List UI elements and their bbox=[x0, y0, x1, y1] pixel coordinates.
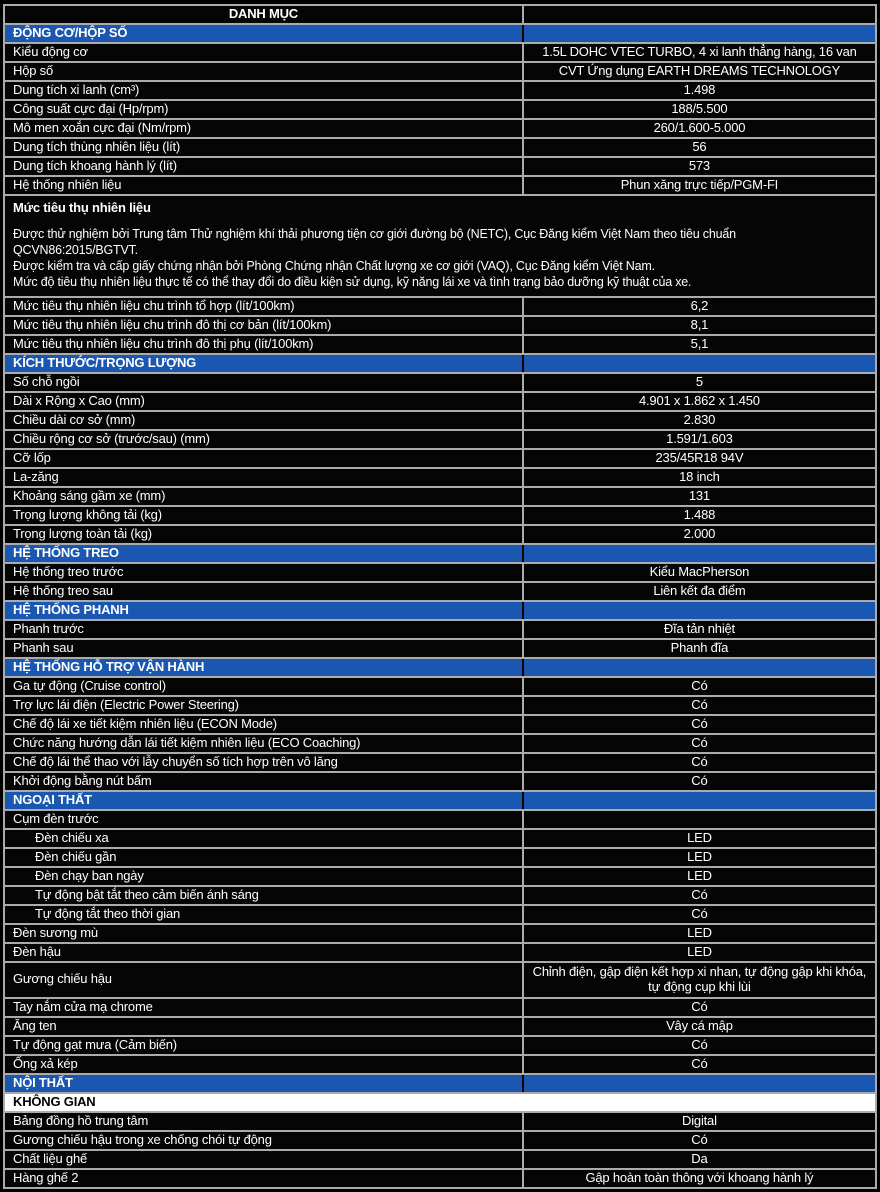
row-label: Hệ thống treo sau bbox=[4, 582, 523, 601]
row-value: Vây cá mập bbox=[523, 1017, 876, 1036]
row-label: Dung tích xi lanh (cm³) bbox=[4, 81, 523, 100]
table-row bbox=[4, 1112, 876, 1131]
table-row bbox=[4, 100, 876, 119]
row-label: Tự động gạt mưa (Cảm biến) bbox=[4, 1036, 523, 1055]
row-label: Ga tự động (Cruise control) bbox=[4, 677, 523, 696]
row-label: Cỡ lốp bbox=[4, 449, 523, 468]
table-row bbox=[4, 62, 876, 81]
column-header-row bbox=[4, 5, 876, 24]
table-row bbox=[4, 753, 876, 772]
table-row bbox=[4, 1055, 876, 1074]
table-row bbox=[4, 582, 876, 601]
row-value: 5 bbox=[523, 373, 876, 392]
row-value: Đĩa tản nhiệt bbox=[523, 620, 876, 639]
row-label: Trọng lượng không tải (kg) bbox=[4, 506, 523, 525]
row-value: 5,1 bbox=[523, 335, 876, 354]
row-value: Phun xăng trực tiếp/PGM-FI bbox=[523, 176, 876, 195]
table-row bbox=[4, 848, 876, 867]
table-row bbox=[4, 1131, 876, 1150]
row-value: LED bbox=[523, 943, 876, 962]
row-value bbox=[523, 5, 876, 24]
row-value: 1.591/1.603 bbox=[523, 430, 876, 449]
table-row bbox=[4, 335, 876, 354]
row-label: Ống xả kép bbox=[4, 1055, 523, 1074]
row-value: 573 bbox=[523, 157, 876, 176]
row-label: Bảng đồng hồ trung tâm bbox=[4, 1112, 523, 1131]
section-header-row bbox=[4, 791, 876, 810]
row-label: Đèn chiếu gần bbox=[4, 848, 523, 867]
section-header-row bbox=[4, 354, 876, 373]
row-value: Có bbox=[523, 696, 876, 715]
row-value: Có bbox=[523, 677, 876, 696]
row-value bbox=[523, 601, 876, 620]
row-value bbox=[523, 1074, 876, 1093]
row-value: 8,1 bbox=[523, 316, 876, 335]
row-label: Dài x Rộng x Cao (mm) bbox=[4, 392, 523, 411]
row-value: Digital bbox=[523, 1112, 876, 1131]
row-label: Đèn sương mù bbox=[4, 924, 523, 943]
row-value: 1.498 bbox=[523, 81, 876, 100]
table-row bbox=[4, 392, 876, 411]
table-row bbox=[4, 487, 876, 506]
table-row bbox=[4, 525, 876, 544]
table-row bbox=[4, 639, 876, 658]
row-label: Mức tiêu thụ nhiên liệu chu trình đô thị cơ bản (lít/100km) bbox=[4, 316, 523, 335]
row-value bbox=[523, 354, 876, 373]
row-label: Trọng lượng toàn tải (kg) bbox=[4, 525, 523, 544]
fuel-consumption-note bbox=[4, 195, 876, 297]
row-label: Chiều rộng cơ sở (trước/sau) (mm) bbox=[4, 430, 523, 449]
row-label: Khởi động bằng nút bấm bbox=[4, 772, 523, 791]
row-label: Chế độ lái thể thao với lẫy chuyển số tích hợp trên vô lăng bbox=[4, 753, 523, 772]
row-value: Có bbox=[523, 734, 876, 753]
section-header-row bbox=[4, 1074, 876, 1093]
table-row bbox=[4, 316, 876, 335]
note-line: Mức độ tiêu thụ nhiên liệu thực tế có thể thay đổi do điều kiện sử dụng, kỹ năng lái xe và tình trạng bảo dưỡng kỹ thuật của xe. bbox=[13, 274, 692, 289]
row-value: Có bbox=[523, 886, 876, 905]
row-value: LED bbox=[523, 867, 876, 886]
row-label: Tay nắm cửa mạ chrome bbox=[4, 998, 523, 1017]
subsection-title: KHÔNG GIAN bbox=[4, 1093, 876, 1112]
table-row bbox=[4, 373, 876, 392]
row-label: Đèn chạy ban ngày bbox=[4, 867, 523, 886]
row-value: Liên kết đa điểm bbox=[523, 582, 876, 601]
row-value bbox=[523, 791, 876, 810]
table-row bbox=[4, 867, 876, 886]
table-row bbox=[4, 1036, 876, 1055]
row-value: Có bbox=[523, 772, 876, 791]
section-header-row bbox=[4, 544, 876, 563]
row-value: Phanh đĩa bbox=[523, 639, 876, 658]
row-value: 2.000 bbox=[523, 525, 876, 544]
row-label: DANH MỤC bbox=[4, 5, 523, 24]
row-label: Mức tiêu thụ nhiên liệu chu trình đô thị phụ (lít/100km) bbox=[4, 335, 523, 354]
row-label: Chế độ lái xe tiết kiệm nhiên liệu (ECON Mode) bbox=[4, 715, 523, 734]
row-value: 188/5.500 bbox=[523, 100, 876, 119]
row-label: La-zăng bbox=[4, 468, 523, 487]
row-value bbox=[523, 24, 876, 43]
table-row bbox=[4, 430, 876, 449]
table-row bbox=[4, 962, 876, 998]
section-title: HỆ THỐNG PHANH bbox=[4, 601, 523, 620]
section-title: HỆ THỐNG HỖ TRỢ VẬN HÀNH bbox=[4, 658, 523, 677]
row-value bbox=[523, 658, 876, 677]
table-row bbox=[4, 810, 876, 829]
table-row bbox=[4, 43, 876, 62]
table-row bbox=[4, 468, 876, 487]
row-label: Đèn hậu bbox=[4, 943, 523, 962]
spec-table bbox=[3, 4, 877, 1189]
table-row bbox=[4, 943, 876, 962]
row-value: Có bbox=[523, 905, 876, 924]
row-value: 260/1.600-5.000 bbox=[523, 119, 876, 138]
row-value: LED bbox=[523, 924, 876, 943]
row-label: Kiểu động cơ bbox=[4, 43, 523, 62]
row-label: Hộp số bbox=[4, 62, 523, 81]
row-value: 2.830 bbox=[523, 411, 876, 430]
table-row bbox=[4, 829, 876, 848]
table-row bbox=[4, 734, 876, 753]
spec-table-body bbox=[4, 5, 876, 1188]
table-row bbox=[4, 1017, 876, 1036]
table-row bbox=[4, 924, 876, 943]
row-label: Dung tích thùng nhiên liệu (lít) bbox=[4, 138, 523, 157]
row-value: Có bbox=[523, 1055, 876, 1074]
row-label: Mức tiêu thụ nhiên liệu chu trình tổ hợp (lít/100km) bbox=[4, 297, 523, 316]
table-row bbox=[4, 905, 876, 924]
row-value bbox=[523, 544, 876, 563]
section-title: KÍCH THƯỚC/TRỌNG LƯỢNG bbox=[4, 354, 523, 373]
row-label: Cụm đèn trước bbox=[4, 810, 523, 829]
row-label: Đèn chiếu xa bbox=[4, 829, 523, 848]
row-value: LED bbox=[523, 829, 876, 848]
row-value: 6,2 bbox=[523, 297, 876, 316]
table-row bbox=[4, 1150, 876, 1169]
row-value: Có bbox=[523, 1036, 876, 1055]
row-value: CVT Ứng dụng EARTH DREAMS TECHNOLOGY bbox=[523, 62, 876, 81]
row-label: Số chỗ ngồi bbox=[4, 373, 523, 392]
table-row bbox=[4, 449, 876, 468]
row-label: Dung tích khoang hành lý (lít) bbox=[4, 157, 523, 176]
row-value: LED bbox=[523, 848, 876, 867]
note-line: Được kiểm tra và cấp giấy chứng nhận bởi Phòng Chứng nhận Chất lượng xe cơ giới (VAQ), Cục Đăng kiểm Việt Nam. bbox=[13, 258, 655, 273]
table-row bbox=[4, 119, 876, 138]
table-row bbox=[4, 411, 876, 430]
table-row bbox=[4, 297, 876, 316]
section-title: ĐỘNG CƠ/HỘP SỐ bbox=[4, 24, 523, 43]
row-value: 56 bbox=[523, 138, 876, 157]
table-row bbox=[4, 696, 876, 715]
row-label: Chất liệu ghế bbox=[4, 1150, 523, 1169]
row-label: Tự động tắt theo thời gian bbox=[4, 905, 523, 924]
row-value bbox=[523, 810, 876, 829]
row-value: Có bbox=[523, 998, 876, 1017]
row-label: Mô men xoắn cực đại (Nm/rpm) bbox=[4, 119, 523, 138]
table-row bbox=[4, 715, 876, 734]
table-row bbox=[4, 176, 876, 195]
section-title: HỆ THỐNG TREO bbox=[4, 544, 523, 563]
section-title: NỘI THẤT bbox=[4, 1074, 523, 1093]
section-header-row bbox=[4, 601, 876, 620]
note-line: Được thử nghiệm bởi Trung tâm Thử nghiệm khí thải phương tiện cơ giới đường bộ (NETC), Cục Đăng kiểm Việt Nam theo tiêu chuẩn bbox=[13, 226, 736, 241]
table-row bbox=[4, 157, 876, 176]
row-value: Có bbox=[523, 753, 876, 772]
section-title: NGOẠI THẤT bbox=[4, 791, 523, 810]
row-value: 1.5L DOHC VTEC TURBO, 4 xi lanh thẳng hàng, 16 van bbox=[523, 43, 876, 62]
row-value: 4.901 x 1.862 x 1.450 bbox=[523, 392, 876, 411]
row-label: Hệ thống treo trước bbox=[4, 563, 523, 582]
row-label: Khoảng sáng gầm xe (mm) bbox=[4, 487, 523, 506]
row-label: Tự động bật tắt theo cảm biến ánh sáng bbox=[4, 886, 523, 905]
row-value: Da bbox=[523, 1150, 876, 1169]
table-row bbox=[4, 1169, 876, 1188]
row-value: Có bbox=[523, 715, 876, 734]
row-value: Gập hoàn toàn thông với khoang hành lý bbox=[523, 1169, 876, 1188]
subsection-header-row bbox=[4, 1093, 876, 1112]
row-label: Gương chiếu hậu bbox=[4, 962, 523, 998]
row-value: 235/45R18 94V bbox=[523, 449, 876, 468]
table-row bbox=[4, 677, 876, 696]
section-header-row bbox=[4, 658, 876, 677]
row-value: 18 inch bbox=[523, 468, 876, 487]
row-label: Trợ lực lái điện (Electric Power Steering) bbox=[4, 696, 523, 715]
row-label: Hàng ghế 2 bbox=[4, 1169, 523, 1188]
row-value: Chỉnh điện, gập điện kết hợp xi nhan, tự động gập khi khóa, tự động cụp khi lùi bbox=[523, 962, 876, 998]
row-label: Gương chiếu hậu trong xe chống chói tự động bbox=[4, 1131, 523, 1150]
table-row bbox=[4, 620, 876, 639]
row-label: Chức năng hướng dẫn lái tiết kiệm nhiên liệu (ECO Coaching) bbox=[4, 734, 523, 753]
row-value: 131 bbox=[523, 487, 876, 506]
row-label: Công suất cực đại (Hp/rpm) bbox=[4, 100, 523, 119]
row-label: Hệ thống nhiên liệu bbox=[4, 176, 523, 195]
table-row bbox=[4, 138, 876, 157]
row-label: Phanh trước bbox=[4, 620, 523, 639]
row-value: 1.488 bbox=[523, 506, 876, 525]
row-label: Chiều dài cơ sở (mm) bbox=[4, 411, 523, 430]
table-row bbox=[4, 506, 876, 525]
section-header-row bbox=[4, 24, 876, 43]
row-label: Ăng ten bbox=[4, 1017, 523, 1036]
note-title: Mức tiêu thụ nhiên liệu bbox=[13, 200, 151, 215]
table-row bbox=[4, 563, 876, 582]
row-value: Kiểu MacPherson bbox=[523, 563, 876, 582]
row-value: Có bbox=[523, 1131, 876, 1150]
table-row bbox=[4, 886, 876, 905]
note-line: QCVN86:2015/BGTVT. bbox=[13, 242, 138, 257]
fuel-consumption-note-row bbox=[4, 195, 876, 297]
table-row bbox=[4, 81, 876, 100]
row-label: Phanh sau bbox=[4, 639, 523, 658]
table-row bbox=[4, 998, 876, 1017]
table-row bbox=[4, 772, 876, 791]
